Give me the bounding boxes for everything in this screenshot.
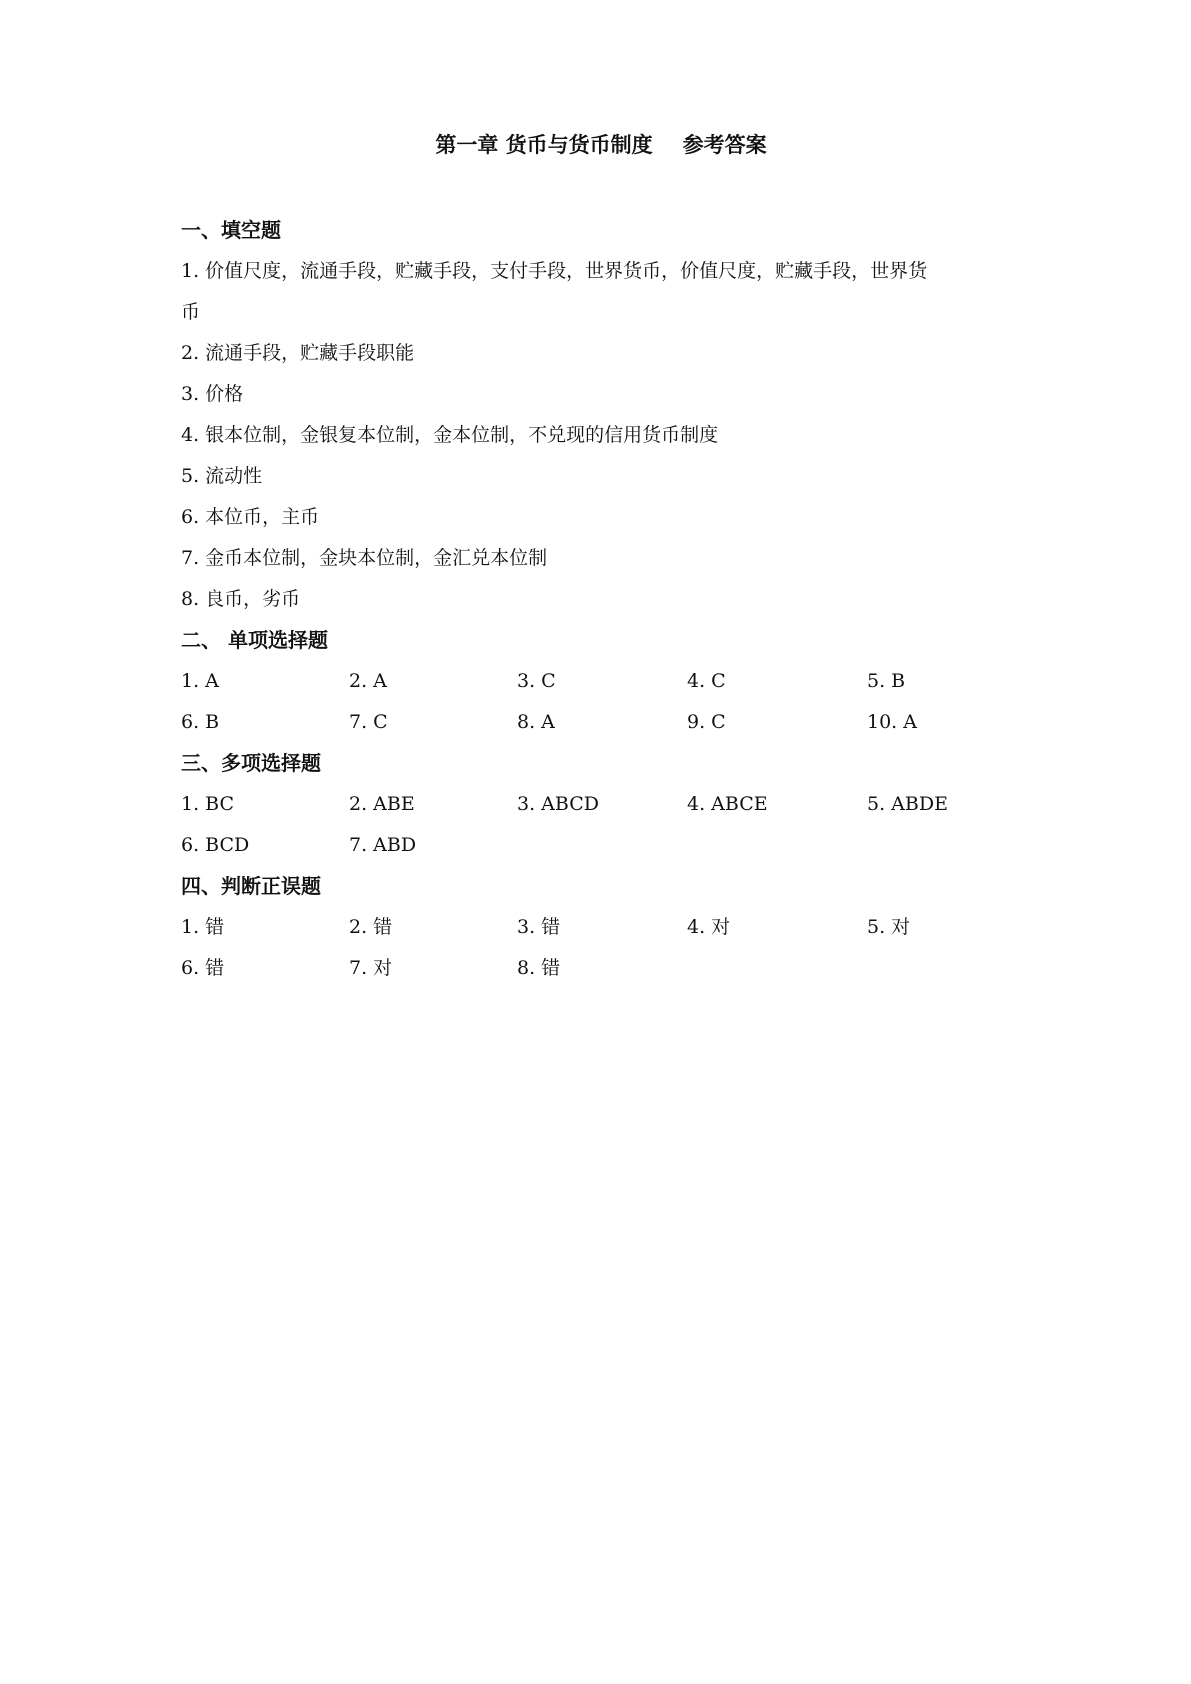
section-heading-single-choice: 二、 单项选择题	[181, 628, 328, 652]
fill-blank-line: 8. 良币，劣币	[181, 588, 301, 610]
answer-item: 8. 错	[517, 957, 561, 979]
answer-item: 6. BCD	[181, 834, 250, 856]
answer-item: 3. ABCD	[517, 793, 599, 815]
answer-item: 3. C	[517, 670, 556, 692]
answer-item: 1. BC	[181, 793, 235, 815]
section-heading-multi-choice: 三、多项选择题	[181, 751, 321, 775]
answer-item: 4. ABCE	[687, 793, 768, 815]
answer-item: 5. ABDE	[867, 793, 948, 815]
answer-sheet	[181, 130, 1021, 989]
true-false-grid	[181, 907, 1021, 989]
answer-item: 1. 错	[181, 916, 225, 938]
answer-item: 6. B	[181, 711, 220, 733]
fill-blank-line: 5. 流动性	[181, 465, 263, 487]
page-title	[181, 130, 1021, 160]
fill-blank-line: 7. 金币本位制，金块本位制，金汇兑本位制	[181, 547, 548, 569]
single-choice-grid	[181, 661, 1021, 743]
answer-item: 2. A	[349, 670, 387, 692]
answer-item: 2. ABE	[349, 793, 415, 815]
section-heading-true-false: 四、判断正误题	[181, 874, 321, 898]
answer-item: 5. 对	[867, 916, 911, 938]
fill-blank-line: 2. 流通手段，贮藏手段职能	[181, 342, 415, 364]
answer-item: 1. A	[181, 670, 219, 692]
answer-item: 9. C	[687, 711, 726, 733]
answer-item: 2. 错	[349, 916, 393, 938]
multi-choice-grid	[181, 784, 1021, 866]
answer-item: 4. 对	[687, 916, 731, 938]
answer-item: 10. A	[867, 711, 917, 733]
subtitle: 参考答案	[682, 133, 767, 157]
fill-blank-line: 币	[181, 301, 201, 323]
fill-blank-line: 6. 本位币，主币	[181, 506, 320, 528]
chapter-title: 第一章 货币与货币制度	[435, 133, 653, 157]
answer-item: 4. C	[687, 670, 726, 692]
fill-blank-line: 3. 价格	[181, 383, 244, 405]
answer-item: 6. 错	[181, 957, 225, 979]
answer-item: 7. ABD	[349, 834, 417, 856]
answer-item: 8. A	[517, 711, 555, 733]
fill-blank-list	[181, 251, 1021, 620]
section-heading-fill-blank: 一、填空题	[181, 218, 281, 242]
answer-item: 5. B	[867, 670, 906, 692]
fill-blank-line: 4. 银本位制，金银复本位制，金本位制，不兑现的信用货币制度	[181, 424, 719, 446]
answer-item: 7. C	[349, 711, 388, 733]
answer-item: 7. 对	[349, 957, 393, 979]
fill-blank-line: 1. 价值尺度，流通手段，贮藏手段，支付手段，世界货币，价值尺度，贮藏手段，世界货	[181, 260, 928, 282]
answer-item: 3. 错	[517, 916, 561, 938]
